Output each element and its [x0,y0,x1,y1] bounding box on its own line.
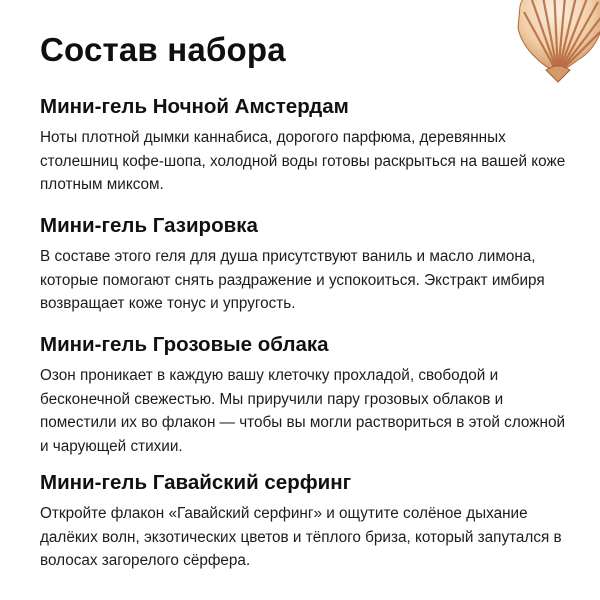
section-description: В составе этого геля для душа присутствуют ваниль и масло лимона, которые помогают снять раздражение и успокоиться. Экстракт имбиря возвращает коже тонус и упругость. [40,248,545,312]
section-heading: Мини-гель Гавайский серфинг [40,471,352,494]
section-thunder-clouds [40,332,570,458]
section-heading: Мини-гель Ночной Амстердам [40,95,349,118]
section-night-amsterdam [40,94,570,197]
page-title: Состав набора [40,31,286,68]
section-description: Откройте флакон «Гавайский серфинг» и ощутите солёное дыхание далёких волн, экзотических цветов и тёплого бриза, который запутался в волосах загорелого сёрфера. [40,505,562,569]
section-heading: Мини-гель Грозовые облака [40,333,329,356]
section-soda [40,213,570,316]
section-heading: Мини-гель Газировка [40,214,258,237]
section-hawaiian-surfing [40,470,570,573]
section-description: Озон проникает в каждую вашу клеточку прохладой, свободой и бесконечной свежестью. Мы приручили пару грозовых облаков и поместили их во флакон — чтобы вы могли раствориться в этой сложной и чарующей стихии. [40,367,566,455]
seashell-icon [500,0,600,88]
section-description: Ноты плотной дымки каннабиса, дорогого парфюма, деревянных столешниц кофе-шопа, холодной воды готовы раскрыться на вашей коже плотным миксом. [40,129,566,193]
